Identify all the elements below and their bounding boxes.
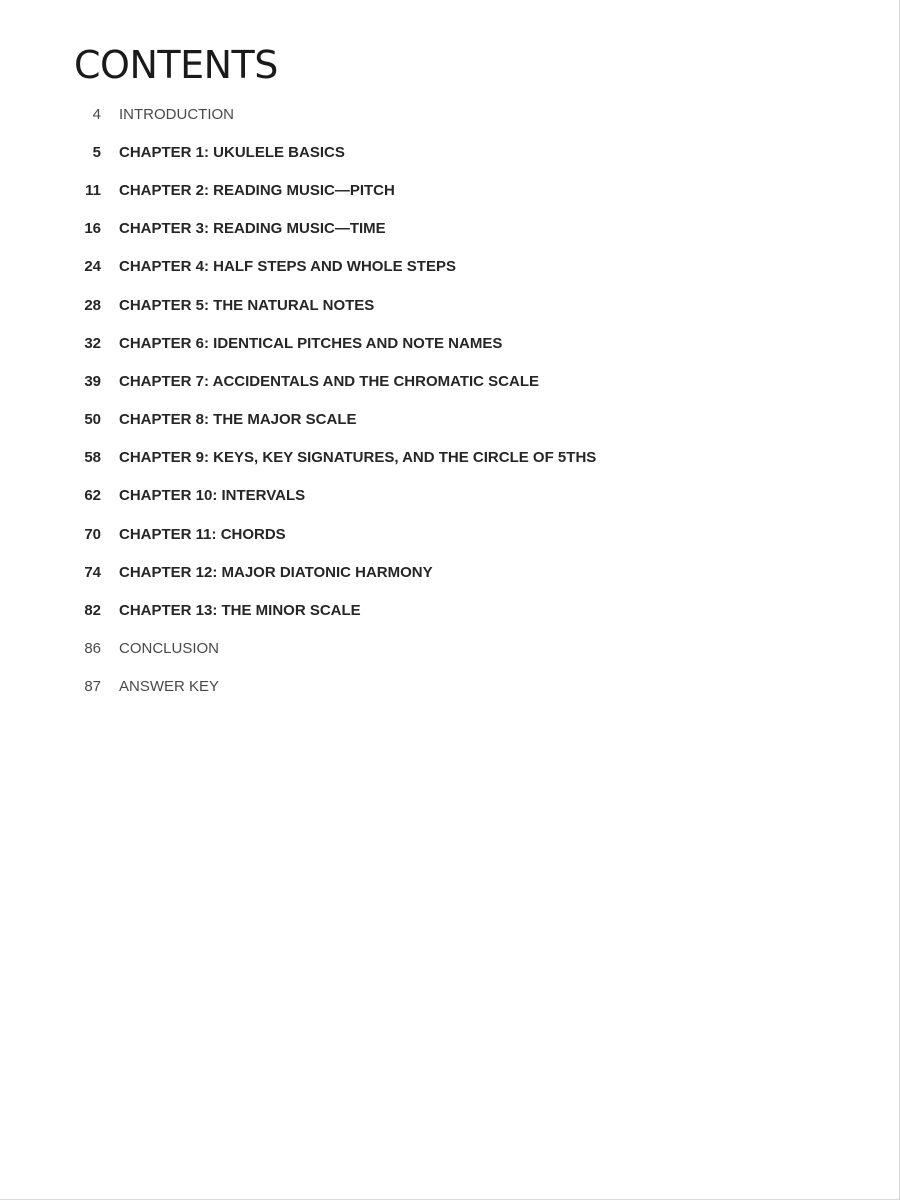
toc-page-number: 32 — [84, 334, 101, 352]
toc-page-number: 86 — [84, 640, 101, 658]
toc-entry-chapter-6 — [0, 324, 900, 362]
page-title: CONTENTS — [74, 43, 278, 87]
toc-entry-label: CHAPTER 3: READING MUSIC—TIME — [119, 220, 386, 238]
toc-entry-chapter-11 — [0, 515, 900, 553]
toc-page-number: 39 — [84, 372, 101, 390]
toc-entry-label: CHAPTER 12: MAJOR DIATONIC HARMONY — [119, 563, 433, 581]
toc-entry-chapter-7 — [0, 362, 900, 400]
toc-page-number: 58 — [84, 449, 101, 467]
toc-entry-label: INTRODUCTION — [119, 105, 234, 123]
toc-entry-label: CONCLUSION — [119, 640, 220, 658]
toc-entry-chapter-10 — [0, 477, 900, 515]
toc-page-number: 11 — [85, 181, 101, 199]
toc-entry-chapter-5 — [0, 286, 900, 324]
toc-entry-chapter-9 — [0, 439, 900, 477]
toc-entry-label: ANSWER KEY — [119, 678, 220, 696]
toc-entry-label: CHAPTER 10: INTERVALS — [119, 487, 306, 505]
toc-page-number: 70 — [84, 525, 101, 543]
toc-page-number: 16 — [84, 220, 101, 238]
toc-entry-chapter-12 — [0, 553, 900, 591]
toc-page-number: 5 — [92, 143, 101, 161]
toc-page-number: 74 — [84, 563, 101, 581]
toc-entry-chapter-1 — [0, 133, 900, 171]
toc-entry-label: CHAPTER 7: ACCIDENTALS AND THE CHROMATIC SCALE — [119, 372, 539, 390]
toc-entry-chapter-3 — [0, 210, 900, 248]
toc-entry-chapter-2 — [0, 171, 900, 209]
toc-entry-label: CHAPTER 8: THE MAJOR SCALE — [119, 411, 357, 429]
toc-entry-conclusion — [0, 630, 900, 668]
toc-entry-chapter-4 — [0, 248, 900, 286]
toc-entry-label: CHAPTER 2: READING MUSIC—PITCH — [119, 181, 395, 199]
toc-entry-chapter-13 — [0, 591, 900, 629]
toc-page-number: 28 — [84, 296, 101, 314]
table-of-contents — [0, 95, 900, 706]
toc-page-number: 4 — [92, 105, 101, 123]
toc-page-number: 24 — [84, 258, 101, 276]
toc-entry-label: CHAPTER 9: KEYS, KEY SIGNATURES, AND THE CIRCLE OF 5THS — [119, 449, 597, 467]
toc-entry-label: CHAPTER 5: THE NATURAL NOTES — [119, 296, 375, 314]
toc-page-number: 82 — [84, 602, 101, 620]
toc-entry-label: CHAPTER 11: CHORDS — [119, 525, 286, 543]
toc-entry-label: CHAPTER 4: HALF STEPS AND WHOLE STEPS — [119, 258, 456, 276]
toc-entry-chapter-8 — [0, 401, 900, 439]
toc-entry-label: CHAPTER 13: THE MINOR SCALE — [119, 602, 361, 620]
toc-page-number: 87 — [84, 678, 101, 696]
toc-entry-introduction — [0, 95, 900, 133]
toc-entry-answer-key — [0, 668, 900, 706]
toc-page-number: 50 — [84, 411, 101, 429]
toc-entry-label: CHAPTER 6: IDENTICAL PITCHES AND NOTE NAMES — [119, 334, 503, 352]
toc-page-number: 62 — [84, 487, 101, 505]
toc-entry-label: CHAPTER 1: UKULELE BASICS — [119, 143, 345, 161]
